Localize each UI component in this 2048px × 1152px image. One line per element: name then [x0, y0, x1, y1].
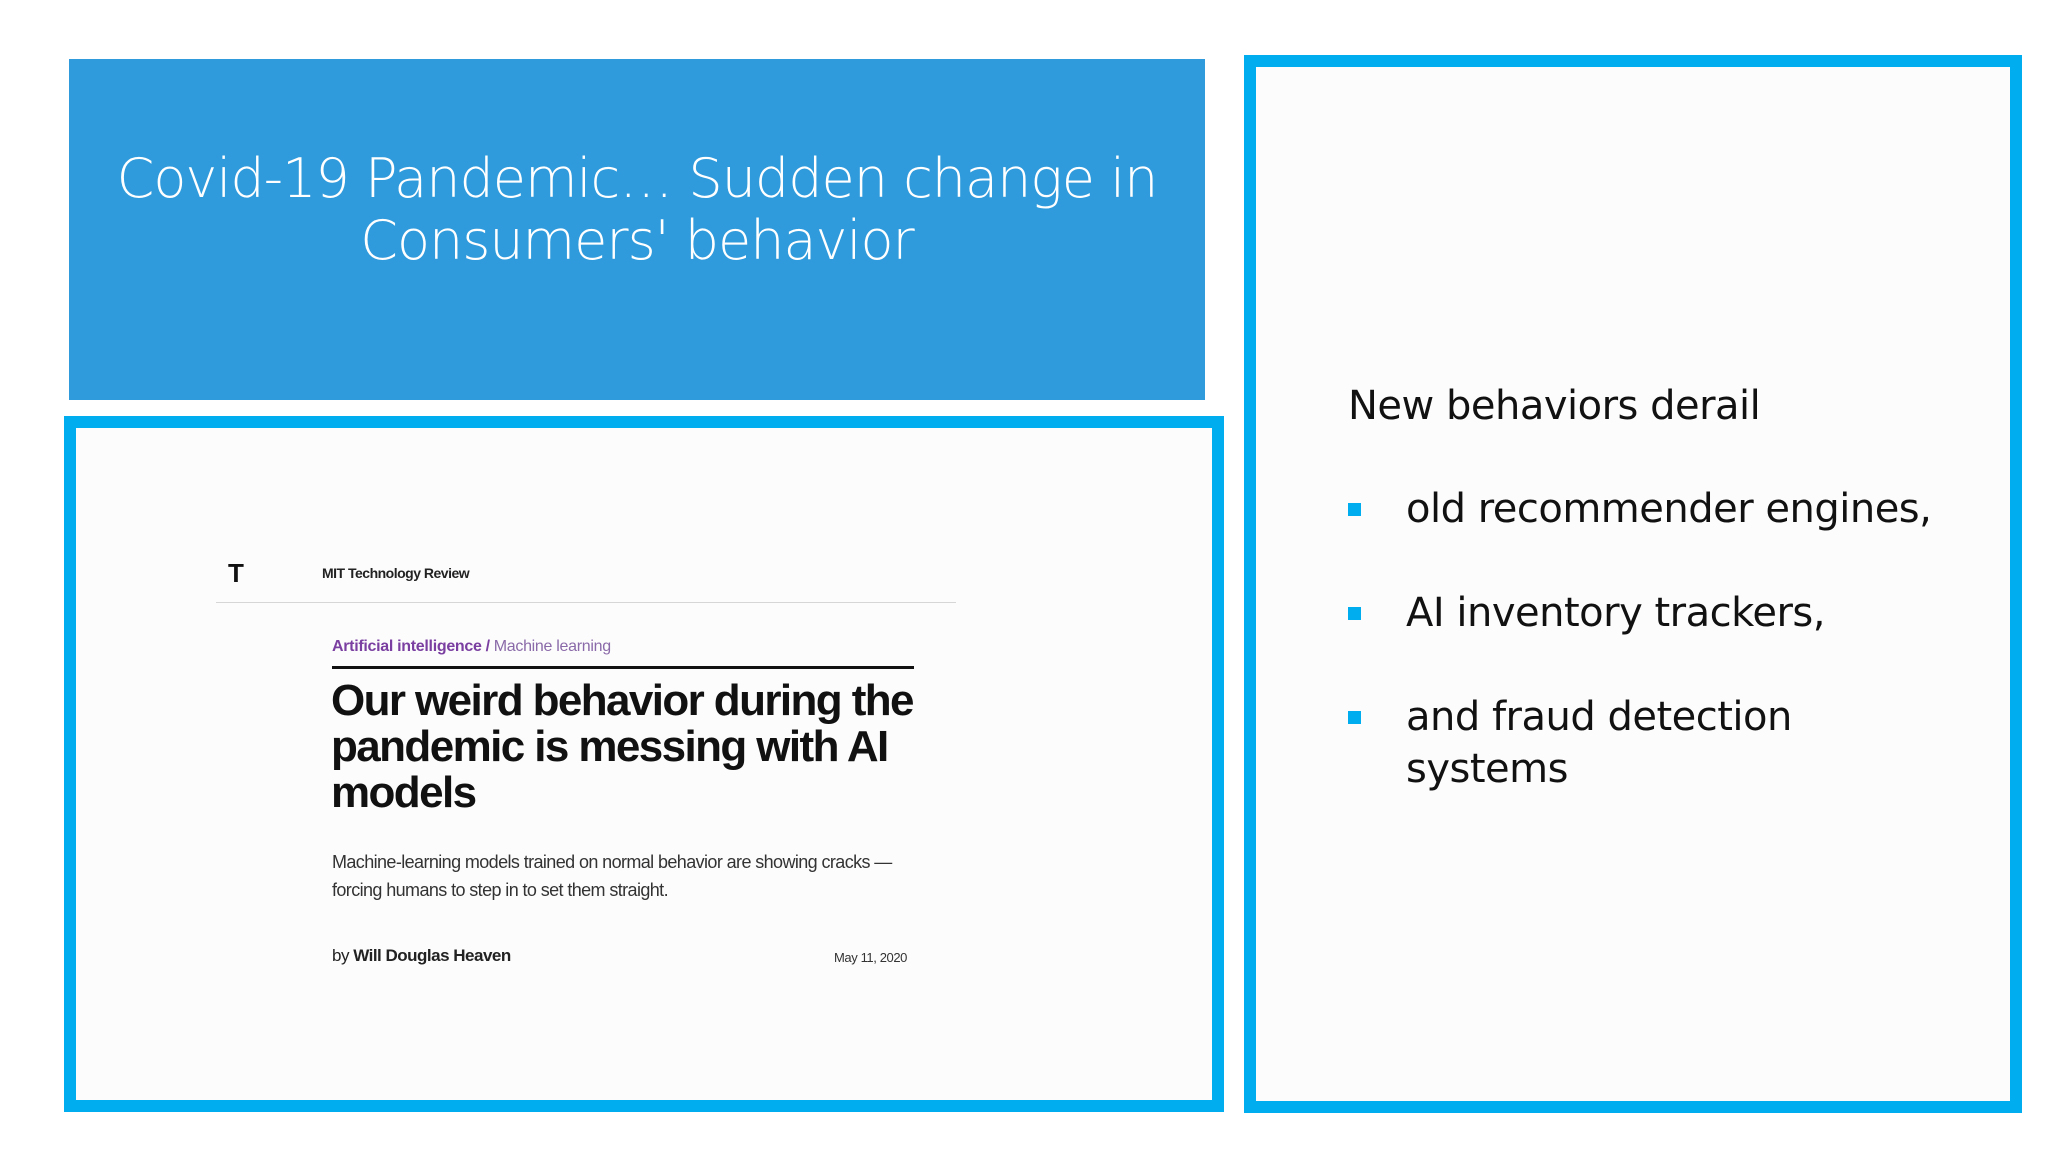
byline-author: Will Douglas Heaven — [353, 946, 511, 965]
list-item — [1348, 587, 1948, 639]
article-screenshot-frame — [64, 416, 1224, 1112]
bullet-text: AI inventory trackers, — [1406, 590, 1825, 636]
category-separator: / — [485, 638, 490, 655]
panel-intro: New behaviors derail — [1348, 383, 1761, 429]
square-bullet-icon — [1348, 503, 1361, 516]
title-banner — [69, 59, 1205, 400]
square-bullet-icon — [1348, 607, 1361, 620]
slide-title: Covid-19 Pandemic… Sudden change in Consumers' behavior — [116, 146, 1158, 272]
publication-name: MIT Technology Review — [322, 565, 470, 581]
category-primary: Artificial intelligence — [332, 638, 482, 655]
mit-logo-icon: T — [228, 558, 244, 588]
bullet-text: old recommender engines, — [1406, 486, 1932, 532]
article-category — [332, 638, 611, 656]
article-byline — [332, 946, 511, 966]
article-date: May 11, 2020 — [834, 950, 908, 965]
header-divider — [216, 602, 956, 603]
article-dek: Machine-learning models trained on normal behavior are showing cracks —forcing humans to step in to set them straight. — [332, 852, 892, 900]
byline-prefix: by — [332, 946, 349, 965]
bullet-text: and fraud detection systems — [1406, 694, 1792, 792]
bullet-list — [1348, 483, 1948, 847]
article-screenshot — [76, 428, 1212, 1100]
list-item — [1348, 691, 1948, 795]
category-secondary: Machine learning — [493, 638, 611, 655]
list-item — [1348, 483, 1948, 535]
article-headline: Our weird behavior during the pandemic is messing with AI models — [331, 676, 913, 817]
headline-divider — [332, 666, 914, 669]
square-bullet-icon — [1348, 711, 1361, 724]
